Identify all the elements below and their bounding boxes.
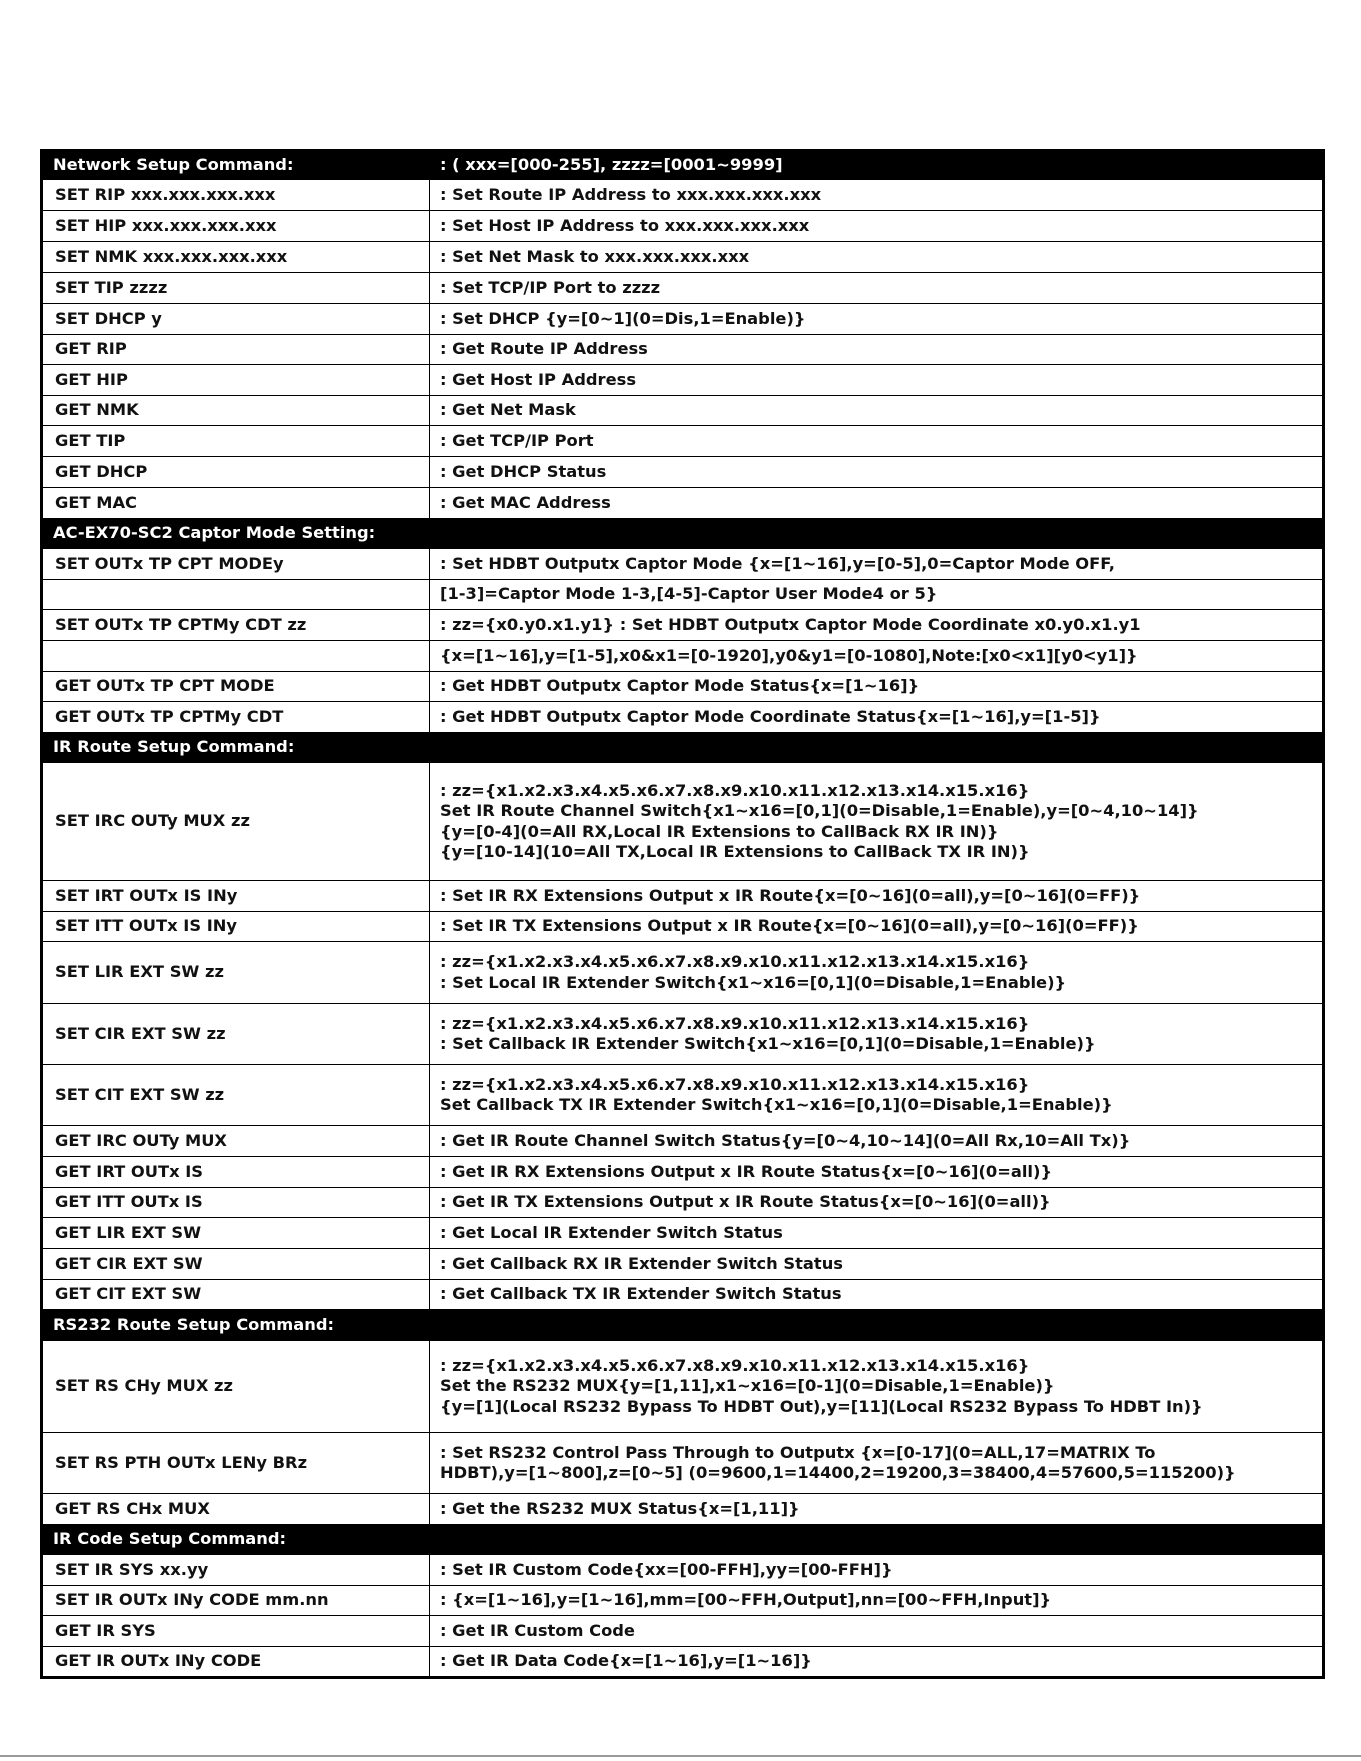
description-line: : zz={x1.x2.x3.x4.x5.x6.x7.x8.x9.x10.x11.x12.x13.x14.x15.x16} [440, 1355, 1030, 1375]
description-line: : Get the RS232 MUX Status{x=[1,11]} [440, 1498, 800, 1518]
description-cell [430, 335, 1324, 365]
description-cell [430, 1555, 1324, 1586]
table-row [42, 304, 1324, 335]
description-line: : Get Local IR Extender Switch Status [440, 1222, 783, 1242]
description-cell [430, 942, 1324, 1004]
command-cell: GET NMK [42, 396, 430, 426]
description-cell [430, 912, 1324, 942]
command-cell: SET IRC OUTy MUX zz [42, 763, 430, 881]
command-cell: SET IRT OUTx IS INy [42, 881, 430, 912]
description-line: {y=[1](Local RS232 Bypass To HDBT Out),y=[11](Local RS232 Bypass To HDBT In)} [440, 1396, 1203, 1416]
section-note [430, 1525, 1324, 1555]
description-cell [430, 488, 1324, 519]
description-cell [430, 365, 1324, 396]
table-row [42, 1341, 1324, 1433]
description-cell [430, 1494, 1324, 1525]
description-cell [430, 1126, 1324, 1157]
description-line: : Get IR Data Code{x=[1~16],y=[1~16]} [440, 1651, 812, 1671]
command-cell: SET RS PTH OUTx LENy BRz [42, 1433, 430, 1494]
table-row [42, 396, 1324, 426]
table-row [42, 881, 1324, 912]
command-cell: GET IR SYS [42, 1616, 430, 1647]
command-cell: GET CIR EXT SW [42, 1249, 430, 1280]
command-cell: GET IRC OUTy MUX [42, 1126, 430, 1157]
command-cell: GET OUTx TP CPT MODE [42, 672, 430, 702]
table-row [42, 365, 1324, 396]
description-line: : Set Host IP Address to xxx.xxx.xxx.xxx [440, 215, 810, 235]
description-line: : Get Net Mask [440, 400, 576, 420]
table-row [42, 1586, 1324, 1616]
section-title: IR Route Setup Command: [42, 733, 430, 763]
description-line: : Get HDBT Outputx Captor Mode Status{x=[1~16]} [440, 676, 920, 696]
command-cell: GET CIT EXT SW [42, 1280, 430, 1310]
description-line: : Set HDBT Outputx Captor Mode {x=[1~16],y=[0-5],0=Captor Mode OFF, [440, 553, 1115, 573]
command-cell: GET ITT OUTx IS [42, 1188, 430, 1218]
table-row [42, 1616, 1324, 1647]
description-cell [430, 881, 1324, 912]
section-note [430, 151, 1324, 180]
command-cell: GET DHCP [42, 457, 430, 488]
table-row [42, 702, 1324, 733]
command-cell: SET RIP xxx.xxx.xxx.xxx [42, 180, 430, 211]
section-title: AC-EX70-SC2 Captor Mode Setting: [42, 519, 430, 549]
table-row [42, 180, 1324, 211]
command-cell: GET RIP [42, 335, 430, 365]
section-note [430, 519, 1324, 549]
description-line: : Get MAC Address [440, 492, 611, 512]
description-cell [430, 1065, 1324, 1126]
section-header-row [42, 519, 1324, 549]
description-line: : {x=[1~16],y=[1~16],mm=[00~FFH,Output],nn=[00~FFH,Input]} [440, 1590, 1052, 1610]
command-table-body [42, 151, 1324, 1678]
section-header-row [42, 1310, 1324, 1341]
section-title: Network Setup Command: [42, 151, 430, 180]
description-line: : zz={x1.x2.x3.x4.x5.x6.x7.x8.x9.x10.x11.x12.x13.x14.x15.x16} [440, 780, 1030, 800]
description-cell [430, 1218, 1324, 1249]
description-line: Set IR Route Channel Switch{x1~x16=[0,1](0=Disable,1=Enable),y=[0~4,10~14]} [440, 801, 1199, 820]
command-cell: SET IR OUTx INy CODE mm.nn [42, 1586, 430, 1616]
description-cell [430, 1433, 1324, 1494]
description-line: : Get IR Custom Code [440, 1620, 635, 1640]
command-cell: GET IR OUTx INy CODE [42, 1647, 430, 1678]
command-cell: GET IRT OUTx IS [42, 1157, 430, 1188]
description-line: : Set IR RX Extensions Output x IR Route{x=[0~16](0=all),y=[0~16](0=FF)} [440, 885, 1141, 905]
description-cell [430, 242, 1324, 273]
description-line: {y=[10-14](10=All TX,Local IR Extensions to CallBack TX IR IN)} [440, 842, 1030, 861]
description-line: {x=[1~16],y=[1-5],x0&x1=[0-1920],y0&y1=[0-1080],Note:[x0<x1][y0<y1]} [440, 645, 1138, 665]
description-cell [430, 1280, 1324, 1310]
table-row [42, 1157, 1324, 1188]
table-row [42, 549, 1324, 580]
description-cell [430, 396, 1324, 426]
description-cell [430, 672, 1324, 702]
description-line: : Get Host IP Address [440, 369, 637, 389]
command-cell: SET HIP xxx.xxx.xxx.xxx [42, 211, 430, 242]
table-row [42, 1555, 1324, 1586]
command-cell [42, 580, 430, 610]
description-cell [430, 180, 1324, 211]
table-row [42, 457, 1324, 488]
command-table [40, 149, 1325, 1679]
description-line: Set Callback TX IR Extender Switch{x1~x16=[0,1](0=Disable,1=Enable)} [440, 1095, 1113, 1114]
section-note [430, 733, 1324, 763]
command-cell: SET OUTx TP CPT MODEy [42, 549, 430, 580]
description-line: : Get TCP/IP Port [440, 430, 594, 450]
command-cell [42, 641, 430, 672]
description-line: Set the RS232 MUX{y=[1,11],x1~x16=[0-1](0=Disable,1=Enable)} [440, 1376, 1055, 1396]
table-row [42, 426, 1324, 457]
command-cell: GET RS CHx MUX [42, 1494, 430, 1525]
table-row [42, 1647, 1324, 1678]
description-line: : Set RS232 Control Pass Through to Outputx {x=[0-17](0=ALL,17=MATRIX To [440, 1442, 1156, 1462]
description-cell [430, 610, 1324, 641]
command-cell: GET OUTx TP CPTMy CDT [42, 702, 430, 733]
section-header-row [42, 151, 1324, 180]
command-cell: SET CIT EXT SW zz [42, 1065, 430, 1126]
description-cell [430, 1341, 1324, 1433]
command-cell: GET LIR EXT SW [42, 1218, 430, 1249]
command-cell: SET NMK xxx.xxx.xxx.xxx [42, 242, 430, 273]
table-row [42, 1004, 1324, 1065]
page-bottom-rule [0, 1755, 1361, 1757]
command-cell: GET HIP [42, 365, 430, 396]
table-row [42, 641, 1324, 672]
description-cell [430, 457, 1324, 488]
command-cell: SET IR SYS xx.yy [42, 1555, 430, 1586]
description-line: : zz={x1.x2.x3.x4.x5.x6.x7.x8.x9.x10.x11.x12.x13.x14.x15.x16} [440, 952, 1030, 971]
description-line: : Get Route IP Address [440, 339, 648, 359]
section-title: IR Code Setup Command: [42, 1525, 430, 1555]
section-header-row [42, 1525, 1324, 1555]
table-row [42, 242, 1324, 273]
description-line: : Set DHCP {y=[0~1](0=Dis,1=Enable)} [440, 308, 806, 328]
description-line: : Set Net Mask to xxx.xxx.xxx.xxx [440, 246, 750, 266]
description-line: : Set Local IR Extender Switch{x1~x16=[0,1](0=Disable,1=Enable)} [440, 972, 1067, 992]
description-line: : Get DHCP Status [440, 461, 607, 481]
description-line: : ( xxx=[000-255], zzzz=[0001~9999] [440, 155, 783, 175]
description-line: : Set IR Custom Code{xx=[00-FFH],yy=[00-FFH]} [440, 1559, 893, 1579]
table-row [42, 942, 1324, 1004]
command-cell: SET OUTx TP CPTMy CDT zz [42, 610, 430, 641]
table-row [42, 763, 1324, 881]
description-cell [430, 580, 1324, 610]
command-cell: GET MAC [42, 488, 430, 519]
section-note [430, 1310, 1324, 1341]
description-cell [430, 1647, 1324, 1678]
description-cell [430, 702, 1324, 733]
table-row [42, 1433, 1324, 1494]
description-cell [430, 211, 1324, 242]
table-row [42, 1188, 1324, 1218]
description-cell [430, 1249, 1324, 1280]
description-line: : Get IR RX Extensions Output x IR Route Status{x=[0~16](0=all)} [440, 1161, 1053, 1181]
command-cell: SET CIR EXT SW zz [42, 1004, 430, 1065]
description-line: : Get IR Route Channel Switch Status{y=[0~4,10~14](0=All Rx,10=All Tx)} [440, 1130, 1131, 1150]
description-line: : Set TCP/IP Port to zzzz [440, 277, 661, 297]
description-cell [430, 1004, 1324, 1065]
command-cell: SET DHCP y [42, 304, 430, 335]
description-line: {y=[0-4](0=All RX,Local IR Extensions to CallBack RX IR IN)} [440, 821, 999, 841]
description-line: [1-3]=Captor Mode 1-3,[4-5]-Captor User Mode4 or 5} [440, 584, 938, 604]
description-line: : Set Route IP Address to xxx.xxx.xxx.xxx [440, 184, 822, 204]
description-cell [430, 549, 1324, 580]
description-line: : zz={x0.y0.x1.y1} : Set HDBT Outputx Captor Mode Coordinate x0.y0.x1.y1 [440, 614, 1141, 634]
description-line: : zz={x1.x2.x3.x4.x5.x6.x7.x8.x9.x10.x11.x12.x13.x14.x15.x16} [440, 1074, 1030, 1094]
description-line: : Get IR TX Extensions Output x IR Route Status{x=[0~16](0=all)} [440, 1192, 1051, 1212]
description-cell [430, 426, 1324, 457]
table-row [42, 211, 1324, 242]
description-cell [430, 304, 1324, 335]
table-row [42, 1494, 1324, 1525]
table-row [42, 580, 1324, 610]
description-cell [430, 1586, 1324, 1616]
command-cell: SET ITT OUTx IS INy [42, 912, 430, 942]
description-cell [430, 1157, 1324, 1188]
command-cell: GET TIP [42, 426, 430, 457]
description-line: : Set Callback IR Extender Switch{x1~x16=[0,1](0=Disable,1=Enable)} [440, 1034, 1096, 1053]
table-row [42, 335, 1324, 365]
table-row [42, 1126, 1324, 1157]
description-line: : Get Callback RX IR Extender Switch Status [440, 1253, 843, 1273]
table-row [42, 1249, 1324, 1280]
description-cell [430, 1188, 1324, 1218]
description-line: : Get Callback TX IR Extender Switch Status [440, 1284, 842, 1304]
table-row [42, 488, 1324, 519]
command-cell: SET RS CHy MUX zz [42, 1341, 430, 1433]
table-row [42, 912, 1324, 942]
section-header-row [42, 733, 1324, 763]
description-cell [430, 641, 1324, 672]
table-row [42, 610, 1324, 641]
description-line: : Set IR TX Extensions Output x IR Route{x=[0~16](0=all),y=[0~16](0=FF)} [440, 916, 1139, 936]
command-cell: SET TIP zzzz [42, 273, 430, 304]
table-row [42, 672, 1324, 702]
command-cell: SET LIR EXT SW zz [42, 942, 430, 1004]
table-row [42, 1218, 1324, 1249]
description-cell [430, 1616, 1324, 1647]
description-line: : Get HDBT Outputx Captor Mode Coordinate Status{x=[1~16],y=[1-5]} [440, 706, 1101, 726]
description-line: HDBT),y=[1~800],z=[0~5] (0=9600,1=14400,2=19200,3=38400,4=57600,5=115200)} [440, 1463, 1236, 1482]
description-cell [430, 273, 1324, 304]
table-row [42, 1280, 1324, 1310]
description-line: : zz={x1.x2.x3.x4.x5.x6.x7.x8.x9.x10.x11.x12.x13.x14.x15.x16} [440, 1013, 1030, 1033]
description-cell [430, 763, 1324, 881]
table-row [42, 1065, 1324, 1126]
table-row [42, 273, 1324, 304]
section-title: RS232 Route Setup Command: [42, 1310, 430, 1341]
